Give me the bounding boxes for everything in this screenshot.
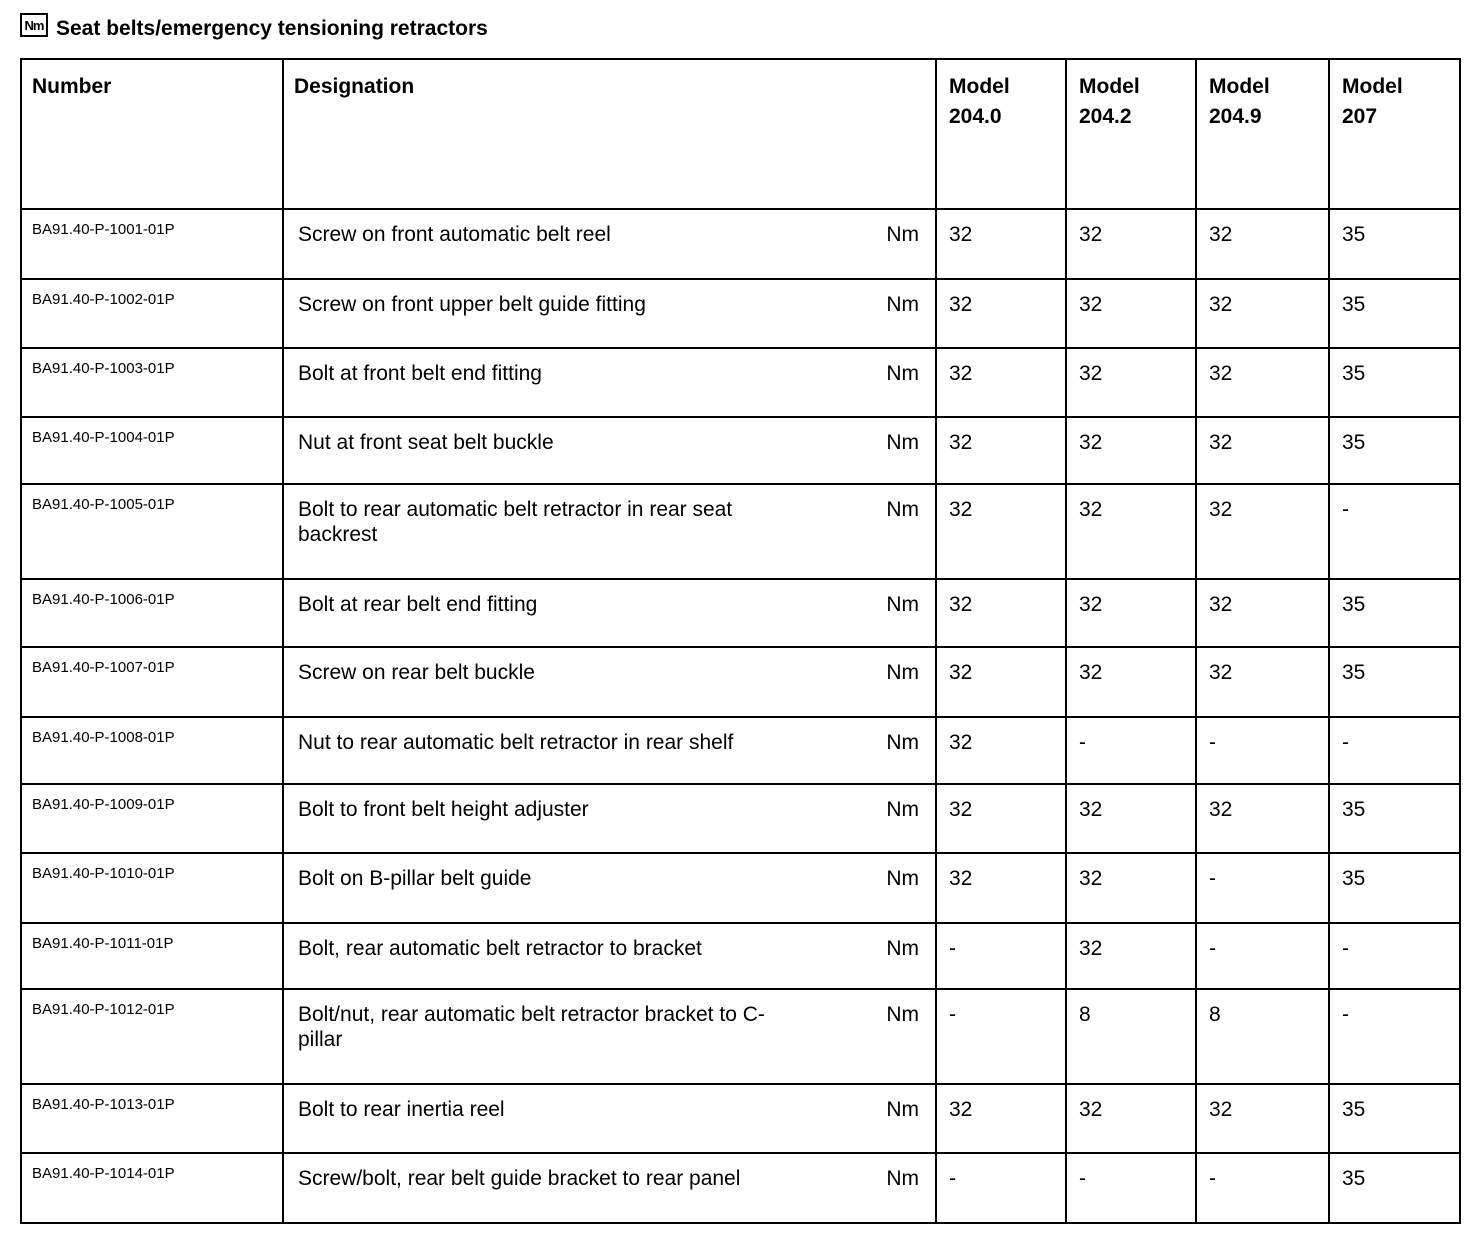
cell-designation bbox=[283, 1153, 936, 1223]
cell-torque-value: 35 bbox=[1329, 1153, 1460, 1223]
designation-text: Nut to rear automatic belt retractor in rear shelf bbox=[298, 731, 734, 754]
unit-label: Nm bbox=[886, 1098, 919, 1121]
cell-torque-value: 32 bbox=[936, 784, 1066, 853]
cell-torque-value: 32 bbox=[936, 417, 1066, 484]
table-row bbox=[21, 784, 1460, 853]
cell-torque-value: 35 bbox=[1329, 579, 1460, 647]
column-header-model-label: Model bbox=[1079, 75, 1140, 98]
cell-torque-value: 32 bbox=[1196, 417, 1329, 484]
column-header-model bbox=[1196, 59, 1329, 209]
cell-torque-value: 32 bbox=[1196, 279, 1329, 348]
cell-designation bbox=[283, 348, 936, 417]
cell-torque-value: - bbox=[1196, 923, 1329, 989]
table-row bbox=[21, 647, 1460, 717]
table-row bbox=[21, 579, 1460, 647]
cell-designation bbox=[283, 579, 936, 647]
designation-text: Bolt at front belt end fitting bbox=[298, 362, 542, 385]
designation-text: Screw on rear belt buckle bbox=[298, 661, 535, 684]
cell-torque-value: 32 bbox=[1066, 853, 1196, 923]
cell-number: BA91.40-P-1007-01P bbox=[21, 647, 283, 717]
cell-torque-value: 32 bbox=[1066, 784, 1196, 853]
designation-text: Nut at front seat belt buckle bbox=[298, 431, 554, 454]
cell-number: BA91.40-P-1010-01P bbox=[21, 853, 283, 923]
column-header-model-label: Model bbox=[949, 75, 1010, 98]
unit-label: Nm bbox=[886, 223, 919, 246]
cell-torque-value: 35 bbox=[1329, 1084, 1460, 1153]
cell-number: BA91.40-P-1003-01P bbox=[21, 348, 283, 417]
unit-label: Nm bbox=[886, 731, 919, 754]
cell-number: BA91.40-P-1002-01P bbox=[21, 279, 283, 348]
cell-designation bbox=[283, 784, 936, 853]
unit-label: Nm bbox=[886, 1003, 919, 1026]
cell-torque-value: 32 bbox=[936, 717, 1066, 784]
cell-torque-value: 32 bbox=[936, 484, 1066, 579]
table-row bbox=[21, 853, 1460, 923]
cell-torque-value: 35 bbox=[1329, 853, 1460, 923]
cell-designation bbox=[283, 853, 936, 923]
designation-text: Screw/bolt, rear belt guide bracket to rear panel bbox=[298, 1167, 741, 1190]
designation-text: Bolt/nut, rear automatic belt retractor bracket to C-pillar bbox=[298, 1003, 765, 1051]
cell-number: BA91.40-P-1009-01P bbox=[21, 784, 283, 853]
designation-text: Screw on front upper belt guide fitting bbox=[298, 293, 646, 316]
designation-text: Bolt to rear automatic belt retractor in rear seat backrest bbox=[298, 498, 733, 546]
cell-number: BA91.40-P-1013-01P bbox=[21, 1084, 283, 1153]
cell-torque-value: - bbox=[1196, 1153, 1329, 1223]
torque-spec-table bbox=[20, 58, 1461, 1224]
unit-label: Nm bbox=[886, 661, 919, 684]
unit-label: Nm bbox=[886, 798, 919, 821]
cell-torque-value: 8 bbox=[1066, 989, 1196, 1084]
page-header bbox=[20, 12, 488, 42]
cell-torque-value: 32 bbox=[936, 279, 1066, 348]
cell-torque-value: 32 bbox=[936, 209, 1066, 279]
table-row bbox=[21, 717, 1460, 784]
cell-designation bbox=[283, 989, 936, 1084]
column-header-model bbox=[1329, 59, 1460, 209]
cell-torque-value: - bbox=[936, 1153, 1066, 1223]
cell-torque-value: - bbox=[1196, 717, 1329, 784]
column-header-model-code: 207 bbox=[1342, 105, 1378, 128]
unit-label: Nm bbox=[886, 431, 919, 454]
cell-torque-value: 32 bbox=[936, 579, 1066, 647]
cell-torque-value: 35 bbox=[1329, 209, 1460, 279]
cell-number: BA91.40-P-1008-01P bbox=[21, 717, 283, 784]
table-row bbox=[21, 417, 1460, 484]
table-row bbox=[21, 989, 1460, 1084]
cell-torque-value: - bbox=[1196, 853, 1329, 923]
column-header-model bbox=[1066, 59, 1196, 209]
designation-text: Bolt on B-pillar belt guide bbox=[298, 867, 532, 890]
cell-torque-value: 32 bbox=[936, 853, 1066, 923]
column-header-model-label: Model bbox=[1342, 75, 1403, 98]
column-header-model-code: 204.9 bbox=[1209, 105, 1262, 128]
cell-number: BA91.40-P-1004-01P bbox=[21, 417, 283, 484]
designation-text: Bolt to rear inertia reel bbox=[298, 1098, 505, 1121]
cell-number: BA91.40-P-1006-01P bbox=[21, 579, 283, 647]
cell-torque-value: - bbox=[936, 989, 1066, 1084]
cell-torque-value: 32 bbox=[1066, 417, 1196, 484]
cell-torque-value: 32 bbox=[1066, 209, 1196, 279]
unit-label: Nm bbox=[886, 937, 919, 960]
cell-torque-value: 32 bbox=[936, 348, 1066, 417]
unit-label: Nm bbox=[886, 498, 919, 521]
cell-number: BA91.40-P-1014-01P bbox=[21, 1153, 283, 1223]
cell-torque-value: 32 bbox=[1066, 579, 1196, 647]
cell-torque-value: - bbox=[1329, 717, 1460, 784]
column-header-model bbox=[936, 59, 1066, 209]
cell-torque-value: 8 bbox=[1196, 989, 1329, 1084]
cell-torque-value: 32 bbox=[1196, 1084, 1329, 1153]
cell-designation bbox=[283, 484, 936, 579]
unit-label: Nm bbox=[886, 867, 919, 890]
designation-text: Bolt to front belt height adjuster bbox=[298, 798, 589, 821]
cell-torque-value: - bbox=[1066, 1153, 1196, 1223]
column-header-model-label: Model bbox=[1209, 75, 1270, 98]
cell-torque-value: 35 bbox=[1329, 417, 1460, 484]
cell-designation bbox=[283, 923, 936, 989]
column-header-model-code: 204.2 bbox=[1079, 105, 1132, 128]
cell-torque-value: 35 bbox=[1329, 647, 1460, 717]
cell-torque-value: 32 bbox=[1066, 923, 1196, 989]
cell-torque-value: - bbox=[1066, 717, 1196, 784]
table-row bbox=[21, 348, 1460, 417]
cell-designation bbox=[283, 279, 936, 348]
table-row bbox=[21, 1084, 1460, 1153]
cell-torque-value: 35 bbox=[1329, 784, 1460, 853]
cell-torque-value: 32 bbox=[1196, 647, 1329, 717]
cell-torque-value: - bbox=[1329, 923, 1460, 989]
table-row bbox=[21, 923, 1460, 989]
cell-torque-value: 32 bbox=[1066, 484, 1196, 579]
table-row bbox=[21, 209, 1460, 279]
cell-torque-value: 32 bbox=[936, 647, 1066, 717]
cell-torque-value: 32 bbox=[1196, 484, 1329, 579]
cell-number: BA91.40-P-1012-01P bbox=[21, 989, 283, 1084]
cell-torque-value: 35 bbox=[1329, 348, 1460, 417]
cell-torque-value: - bbox=[936, 923, 1066, 989]
unit-label: Nm bbox=[886, 293, 919, 316]
designation-text: Bolt, rear automatic belt retractor to bracket bbox=[298, 937, 702, 960]
cell-torque-value: - bbox=[1329, 989, 1460, 1084]
cell-number: BA91.40-P-1005-01P bbox=[21, 484, 283, 579]
cell-designation bbox=[283, 1084, 936, 1153]
cell-torque-value: 32 bbox=[1196, 348, 1329, 417]
column-header-number: Number bbox=[21, 59, 283, 209]
table-row bbox=[21, 1153, 1460, 1223]
table-header-row bbox=[21, 59, 1460, 209]
cell-torque-value: 32 bbox=[1196, 579, 1329, 647]
cell-torque-value: 32 bbox=[1066, 279, 1196, 348]
cell-designation bbox=[283, 647, 936, 717]
cell-designation bbox=[283, 417, 936, 484]
designation-text: Bolt at rear belt end fitting bbox=[298, 593, 538, 616]
cell-number: BA91.40-P-1001-01P bbox=[21, 209, 283, 279]
cell-torque-value: 32 bbox=[1066, 647, 1196, 717]
cell-torque-value: 32 bbox=[1196, 784, 1329, 853]
cell-torque-value: 32 bbox=[1066, 1084, 1196, 1153]
cell-designation bbox=[283, 209, 936, 279]
designation-text: Screw on front automatic belt reel bbox=[298, 223, 611, 246]
unit-label: Nm bbox=[886, 593, 919, 616]
table-row bbox=[21, 279, 1460, 348]
column-header-model-code: 204.0 bbox=[949, 105, 1002, 128]
torque-nm-icon: Nm bbox=[20, 13, 48, 37]
cell-torque-value: - bbox=[1329, 484, 1460, 579]
cell-torque-value: 32 bbox=[1196, 209, 1329, 279]
unit-label: Nm bbox=[886, 362, 919, 385]
table-row bbox=[21, 484, 1460, 579]
page-title: Seat belts/emergency tensioning retractors bbox=[56, 17, 488, 40]
column-header-designation: Designation bbox=[283, 59, 936, 209]
cell-torque-value: 32 bbox=[936, 1084, 1066, 1153]
cell-number: BA91.40-P-1011-01P bbox=[21, 923, 283, 989]
cell-designation bbox=[283, 717, 936, 784]
cell-torque-value: 32 bbox=[1066, 348, 1196, 417]
unit-label: Nm bbox=[886, 1167, 919, 1190]
cell-torque-value: 35 bbox=[1329, 279, 1460, 348]
